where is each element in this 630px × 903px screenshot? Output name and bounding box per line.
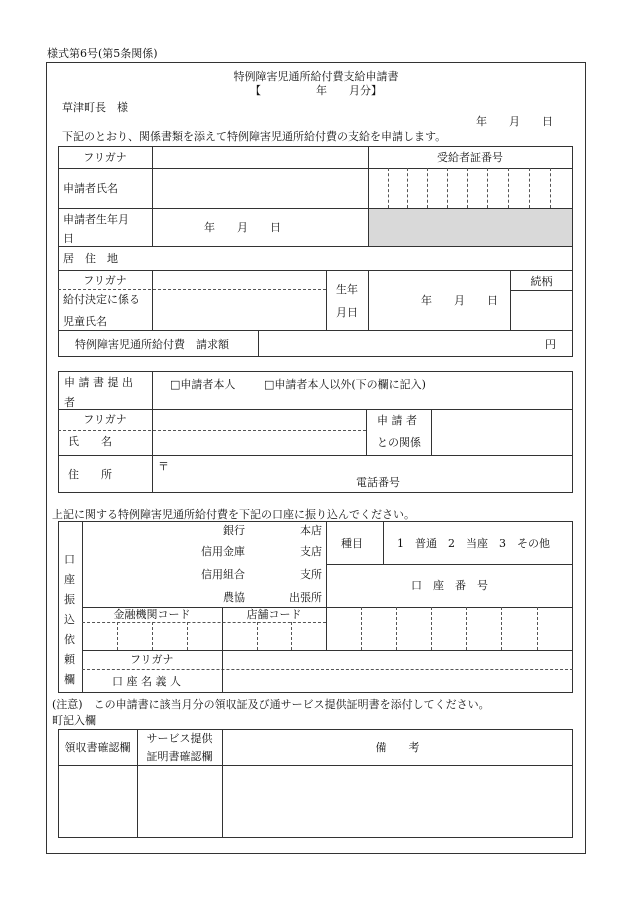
receipt-check-label: 領収書確認欄	[64, 741, 131, 754]
child-name-label-2: 児童氏名	[63, 315, 107, 328]
intro-text: 下記のとおり、関係書類を添えて特例障害児通所給付費の支給を申請します。	[62, 130, 447, 143]
form-title: 特例障害児通所給付費支給申請書	[233, 70, 399, 83]
applicant-birth-label: 申請者生年月	[63, 213, 129, 226]
remarks-label: 備 考	[375, 741, 420, 754]
transfer-note: 上記に関する特例障害児通所給付費を下記の口座に振り込んでください。	[52, 508, 415, 521]
phone-label: 電話番号	[356, 476, 400, 489]
branch-type-subbranch: 支所	[300, 568, 322, 581]
submitter-address-label: 住 所	[68, 468, 112, 481]
submitter-label-2: 者	[64, 396, 75, 409]
town-section-label: 町記入欄	[52, 714, 96, 727]
service-cert-label-2: 証明書確認欄	[146, 750, 213, 763]
side-label-0: 口	[64, 553, 75, 566]
submitter-label: 申 請 書 提 出	[64, 376, 133, 389]
title-period: 【 年 月分】	[250, 84, 382, 97]
side-label-5: 頼	[64, 653, 75, 666]
submitter-name-label: 氏 名	[68, 435, 112, 448]
account-kind-options: 1 普通 2 当座 3 その他	[397, 537, 550, 550]
relation-to-applicant-label-2: との関係	[377, 436, 421, 449]
recipient-number-label: 受給者証番号	[437, 151, 503, 164]
branch-type-office: 出張所	[289, 591, 322, 604]
bank-type-ja: 農協	[223, 591, 245, 604]
applicant-table	[58, 146, 573, 357]
child-birth-date: 年 月 日	[421, 294, 498, 307]
attention-note: (注意) この申請書に該当月分の領収証及び通サービス提供証明書を添付してください。	[52, 698, 490, 711]
branch-type-head: 本店	[300, 524, 322, 537]
holder-furigana-label: フリガナ	[130, 653, 174, 666]
child-name-label: 給付決定に係る	[63, 293, 140, 306]
addressee: 草津町長 様	[62, 101, 128, 114]
branch-code-label: 店舗コード	[246, 608, 302, 621]
side-label-3: 込	[64, 613, 75, 626]
submitter-furigana-label: フリガナ	[83, 413, 127, 426]
applicant-birth-label-2: 日	[63, 232, 74, 245]
child-furigana-label: フリガナ	[83, 274, 127, 287]
child-birth-label-2: 月日	[336, 306, 358, 319]
relation-to-applicant-label: 申 請 者	[377, 414, 417, 427]
applicant-birth-date: 年 月 日	[204, 221, 281, 234]
address-label: 居 住 地	[63, 252, 118, 265]
claim-amount-label: 特例障害児通所給付費 請求額	[75, 338, 229, 351]
form-number: 様式第6号(第5条関係)	[47, 47, 158, 60]
postal-mark: 〒	[158, 460, 169, 473]
bank-type-bank: 銀行	[223, 524, 245, 537]
option-applicant-self[interactable]: □申請者本人	[170, 378, 236, 391]
child-birth-label: 生年	[336, 283, 358, 296]
bank-code-label: 金融機関コード	[113, 608, 191, 621]
branch-type-branch: 支店	[300, 545, 322, 558]
account-number-label: 口 座 番 号	[411, 579, 488, 592]
applicant-name-label: 申請者氏名	[63, 182, 118, 195]
side-label-4: 依	[64, 633, 75, 646]
account-holder-label: 口 座 名 義 人	[112, 675, 181, 688]
account-kind-label: 種目	[341, 537, 363, 550]
bank-type-shinkumi: 信用組合	[201, 568, 245, 581]
furigana-label: フリガナ	[83, 151, 127, 164]
side-label-6: 欄	[64, 673, 75, 686]
side-label-1: 座	[64, 573, 75, 586]
shaded-cell	[368, 208, 572, 246]
option-applicant-other[interactable]: □申請者本人以外(下の欄に記入)	[264, 378, 426, 391]
side-label-2: 振	[64, 593, 75, 606]
yen-label: 円	[545, 338, 556, 351]
service-cert-label: サービス提供	[146, 732, 213, 745]
application-date: 年 月 日	[476, 115, 553, 128]
bank-type-shinkin: 信用金庫	[201, 545, 245, 558]
relation-label: 続柄	[530, 275, 553, 288]
